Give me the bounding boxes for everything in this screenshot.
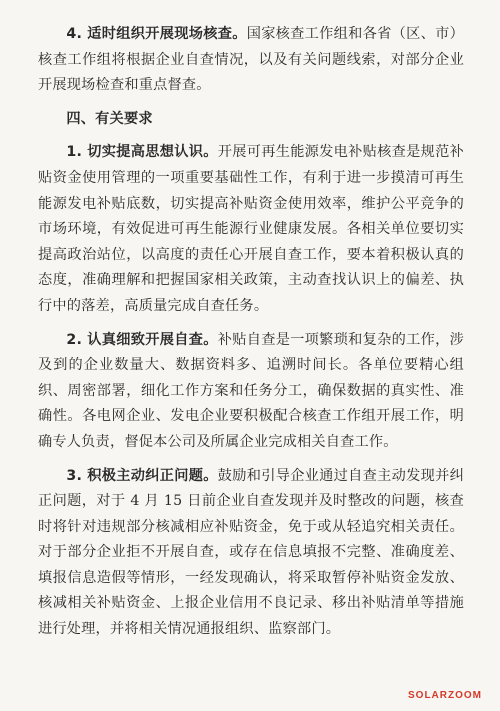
paragraph-lead: 1. 切实提高思想认识。 [66,144,218,161]
paragraph-site-inspection [38,22,464,99]
paragraph-lead: 4. 适时组织开展现场核查。 [66,26,247,42]
watermark-logo: SOLARZOOM [408,690,482,701]
section-heading: 四、有关要求 [66,110,153,127]
paragraph-body: 开展可再生能源发电补贴核查是规范补贴资金使用管理的一项重要基础性工作，有利于进一步摸清可再生能源发电补贴底数，切实提高补贴资金使用效率，维护公平竞争的市场环境，有效促进可再生能源行业健康发展。各相关单位要切实提高政治站位，以高度的责任心开展自查工作，要本着积极认真的态度，准确理解和把握国家相关政策，主动查找认识上的偏差、执行中的落差，高质量完成自查任务。 [38,144,464,314]
paragraph-self-inspection [38,328,464,456]
paragraph-lead: 2. 认真细致开展自查。 [66,331,218,348]
paragraph-body: 鼓励和引导企业通过自查主动发现并纠正问题，对于 4 月 15 日前企业自查发现并及时整改的问题，核查时将针对违规部分核减相应补贴资金，免于或从轻追究相关责任。对于部分企业拒不开展自查，或存在信息填报不完整、准确度差、填报信息造假等情形，一经发现确认，将采取暂停补贴资金发放、核减相关补贴资金、上报企业信用不良记录、移出补贴清单等措施进行处理，并将相关情况通报组织、监察部门。 [38,467,464,638]
paragraph-lead: 3. 积极主动纠正问题。 [66,467,218,484]
paragraph-body: 国家核查工作组和各省（区、市）核查工作组将根据企业自查情况，以及有关问题线索，对部分企业开展现场检查和重点督查。 [38,26,464,94]
paragraph-body: 补贴自查是一项繁琐和复杂的工作，涉及到的企业数量大、数据资料多、追溯时间长。各单位要精心组织、周密部署，细化工作方案和任务分工，确保数据的真实性、准确性。各电网企业、发电企业要积极配合核查工作组开展工作，明确专人负责，督促本公司及所属企业完成相关自查工作。 [38,331,464,450]
paragraph-correct-problems [38,464,464,643]
paragraph-raise-awareness [38,140,464,319]
